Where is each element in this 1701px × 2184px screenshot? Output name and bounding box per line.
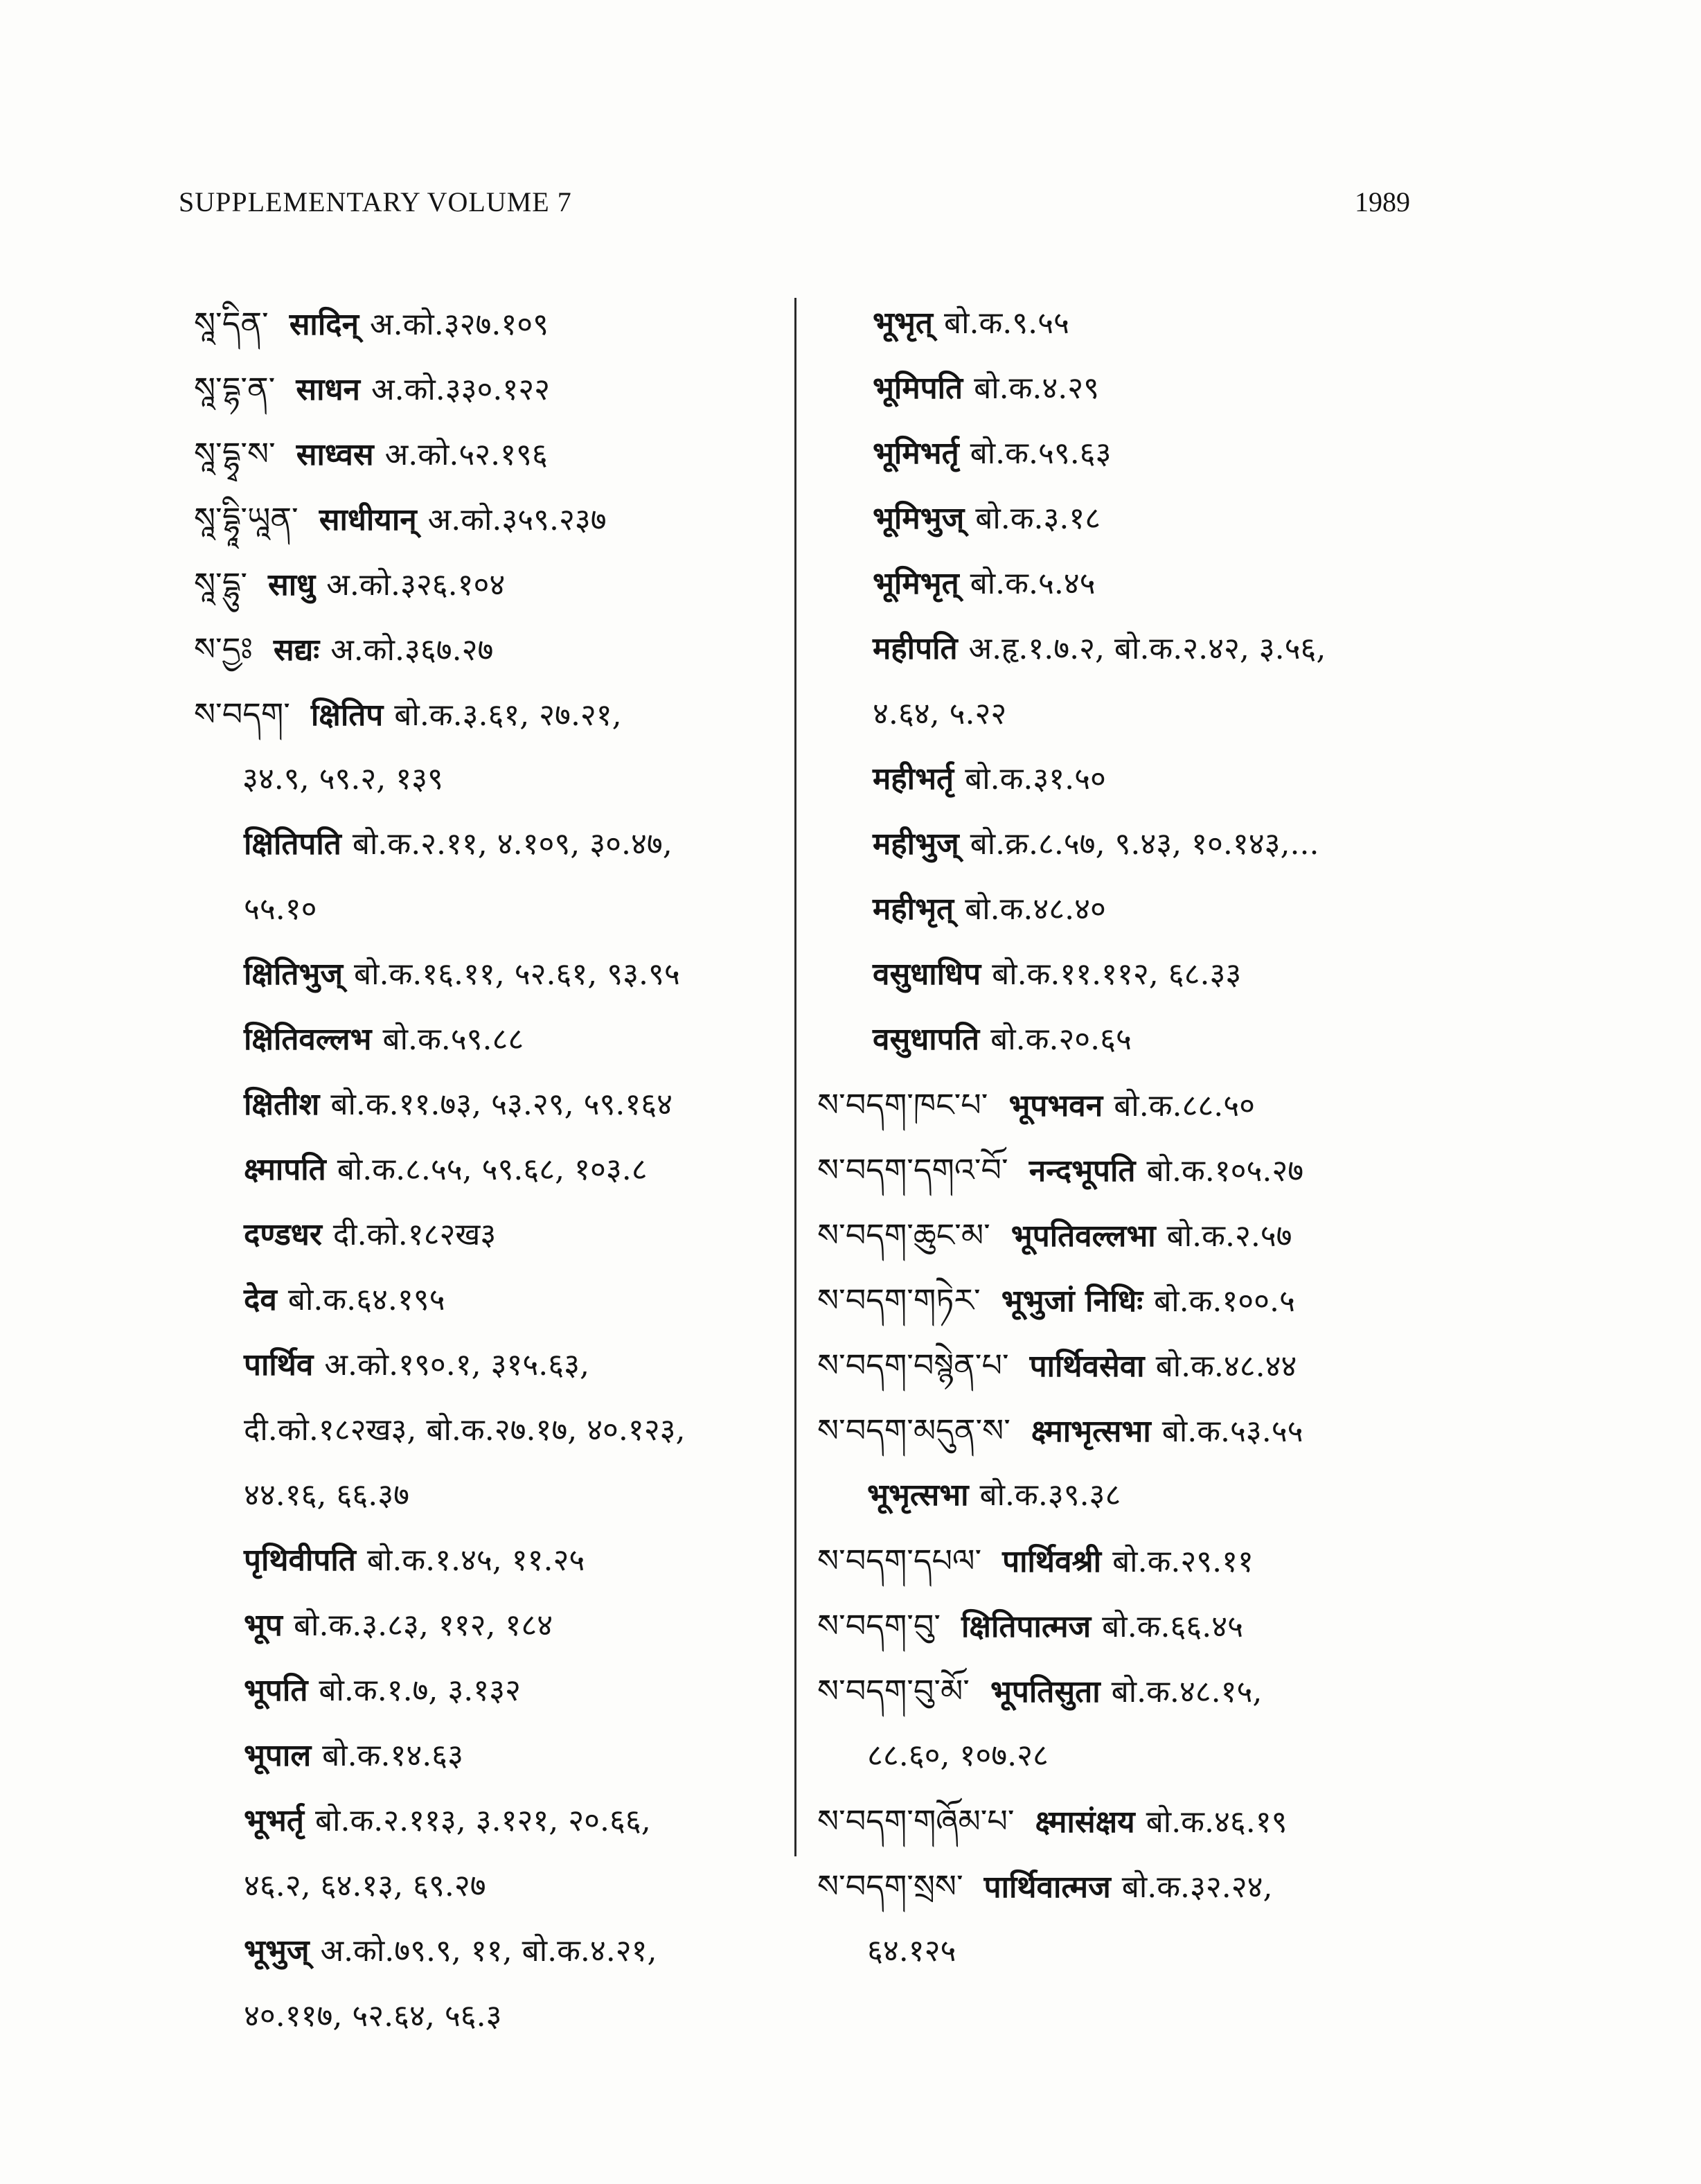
reference-citation: ४०.११७, ५२.६४, ५६.३ bbox=[244, 1998, 502, 2034]
reference-citation: बो.क.६४.१९५ bbox=[287, 1282, 445, 1317]
reference-citation: बो.क.३.६१, २७.२१, bbox=[394, 698, 622, 733]
reference-citation: अ.को.५२.१९६ bbox=[384, 437, 548, 472]
dictionary-line bbox=[817, 1919, 1551, 1984]
column-divider bbox=[794, 298, 796, 1856]
tibetan-headword: ས་བདག་བསྙེན་པ་ bbox=[817, 1347, 1009, 1384]
reference-citation: अ.को.३२७.१०९ bbox=[370, 307, 549, 342]
running-title: SUPPLEMENTARY VOLUME 7 bbox=[179, 186, 572, 217]
dictionary-line bbox=[194, 421, 783, 486]
dictionary-line bbox=[194, 551, 783, 616]
reference-citation: बो.क.२९.११ bbox=[1112, 1544, 1254, 1579]
sanskrit-term: पृथिवीपति bbox=[244, 1543, 356, 1578]
sanskrit-term: भूभृत्सभा bbox=[867, 1477, 969, 1513]
reference-citation: बो.क.४८.४० bbox=[965, 891, 1106, 927]
reference-citation: ६४.१२५ bbox=[867, 1933, 956, 1969]
sanskrit-term: क्षितिप bbox=[310, 698, 384, 733]
reference-citation: ३४.९, ५९.२, १३९ bbox=[242, 761, 443, 797]
dictionary-line bbox=[817, 1137, 1551, 1202]
dictionary-line bbox=[194, 291, 783, 356]
reference-citation: अ.को.३३०.१२२ bbox=[371, 372, 551, 407]
sanskrit-term: देव bbox=[244, 1282, 277, 1317]
dictionary-line bbox=[194, 747, 783, 812]
reference-citation: बो.क.३.१८ bbox=[975, 501, 1101, 536]
sanskrit-term: सादिन् bbox=[289, 307, 359, 342]
sanskrit-term: दण्डधर bbox=[244, 1217, 322, 1252]
dictionary-line bbox=[817, 1463, 1551, 1528]
dictionary-line bbox=[194, 877, 783, 942]
tibetan-headword: ས་བདག་ཁང་པ་ bbox=[817, 1086, 988, 1124]
dictionary-line bbox=[194, 1658, 783, 1723]
reference-citation: बो.क.४८.१५, bbox=[1111, 1674, 1263, 1710]
reference-citation: बो.क.१४.६३ bbox=[322, 1738, 463, 1773]
page-header bbox=[179, 186, 1410, 227]
dictionary-line bbox=[817, 812, 1551, 877]
dictionary-line bbox=[194, 1398, 783, 1463]
reference-citation: बो.क.३९.३८ bbox=[979, 1477, 1121, 1513]
dictionary-line bbox=[817, 1593, 1551, 1658]
reference-citation: अ.को.३६७.२७ bbox=[330, 632, 494, 668]
dictionary-line bbox=[817, 1658, 1551, 1723]
sanskrit-term: पार्थिवश्री bbox=[1002, 1544, 1102, 1579]
tibetan-headword: སཱ་དིན་ bbox=[194, 305, 269, 342]
sanskrit-term: पार्थिवात्मज bbox=[983, 1870, 1111, 1905]
dictionary-line bbox=[817, 1398, 1551, 1463]
dictionary-line bbox=[817, 1072, 1551, 1137]
sanskrit-term: नन्दभूपति bbox=[1028, 1153, 1136, 1189]
tibetan-headword: ས་བདག་ཆུང་མ་ bbox=[817, 1216, 990, 1254]
dictionary-line bbox=[194, 1202, 783, 1268]
tibetan-headword: ས་བདག་སྲས་ bbox=[817, 1867, 963, 1905]
sanskrit-term: भूपति bbox=[244, 1673, 308, 1708]
sanskrit-term: भूपतिसुता bbox=[990, 1674, 1101, 1710]
dictionary-line bbox=[194, 1854, 783, 1919]
dictionary-line bbox=[194, 682, 783, 747]
reference-citation: बो.क.११.७३, ५३.२९, ५९.१६४ bbox=[330, 1087, 673, 1122]
dictionary-line bbox=[817, 356, 1551, 421]
tibetan-headword: སཱ་དྷུ་ bbox=[194, 565, 248, 603]
dictionary-line bbox=[817, 877, 1551, 942]
dictionary-line bbox=[817, 421, 1551, 486]
sanskrit-term: पार्थिवसेवा bbox=[1029, 1349, 1145, 1384]
tibetan-headword: ས་བདག་གཞོམ་པ་ bbox=[817, 1802, 1015, 1840]
dictionary-line bbox=[817, 291, 1551, 356]
dictionary-line bbox=[817, 551, 1551, 616]
reference-citation: अ.को.३२६.१०४ bbox=[326, 567, 506, 603]
sanskrit-term: साधीयान् bbox=[319, 502, 417, 538]
left-column bbox=[194, 291, 783, 2049]
sanskrit-term: भूभृत् bbox=[873, 305, 933, 341]
sanskrit-term: भूमिभृत् bbox=[873, 566, 959, 601]
dictionary-line bbox=[194, 1463, 783, 1528]
reference-citation: बो.क.३१.५० bbox=[965, 761, 1106, 797]
reference-citation: ८८.६०, १०७.२८ bbox=[867, 1738, 1049, 1773]
dictionary-line bbox=[194, 812, 783, 877]
dictionary-line bbox=[817, 682, 1551, 747]
dictionary-line bbox=[194, 616, 783, 682]
reference-citation: बो.क.२.५७ bbox=[1166, 1218, 1292, 1254]
reference-citation: बो.क.६६.४५ bbox=[1102, 1609, 1243, 1644]
sanskrit-term: क्षितीश bbox=[244, 1087, 320, 1122]
dictionary-line bbox=[194, 356, 783, 421]
reference-citation: बो.क.१.४५, ११.२५ bbox=[366, 1543, 585, 1578]
sanskrit-term: क्षितिभुज् bbox=[244, 957, 343, 992]
sanskrit-term: क्ष्माभृत्सभा bbox=[1031, 1414, 1151, 1449]
reference-citation: ४४.१६, ६६.३७ bbox=[244, 1477, 409, 1513]
dictionary-line bbox=[194, 1984, 783, 2049]
tibetan-headword: ས་དྱཿ bbox=[194, 630, 253, 668]
reference-citation: अ.हृ.१.७.२, बो.क.२.४२, ३.५६, bbox=[968, 631, 1326, 666]
dictionary-line bbox=[194, 942, 783, 1007]
sanskrit-term: भूमिभुज् bbox=[873, 501, 965, 536]
tibetan-headword: ས་བདག་ bbox=[194, 695, 290, 733]
reference-citation: अ.को.१९०.१, ३१५.६३, bbox=[324, 1347, 590, 1383]
dictionary-line bbox=[194, 1788, 783, 1854]
dictionary-line bbox=[817, 1007, 1551, 1072]
sanskrit-term: भूमिभर्तृ bbox=[873, 436, 959, 471]
sanskrit-term: भूपतिवल्लभा bbox=[1010, 1218, 1156, 1254]
sanskrit-term: सद्यः bbox=[273, 632, 320, 668]
dictionary-line bbox=[817, 1528, 1551, 1593]
dictionary-line bbox=[194, 486, 783, 551]
dictionary-line bbox=[194, 1007, 783, 1072]
page-number: 1989 bbox=[1355, 186, 1410, 217]
sanskrit-term: क्षितिपात्मज bbox=[961, 1609, 1092, 1644]
dictionary-line bbox=[194, 1268, 783, 1333]
sanskrit-term: महीभुज् bbox=[873, 826, 959, 862]
dictionary-line bbox=[817, 747, 1551, 812]
dictionary-line bbox=[817, 1723, 1551, 1788]
reference-citation: बो.क.५.४५ bbox=[970, 566, 1096, 601]
reference-citation: बो.क.१००.५ bbox=[1154, 1284, 1295, 1319]
reference-citation: दी.को.१८२ख३ bbox=[332, 1217, 497, 1252]
tibetan-headword: ས་བདག་དཔལ་ bbox=[817, 1542, 982, 1579]
tibetan-headword: ས་བདག་དགའ་བོ་ bbox=[817, 1151, 1008, 1189]
reference-citation: बो.क.२०.६५ bbox=[990, 1022, 1132, 1057]
sanskrit-term: क्ष्मापति bbox=[244, 1152, 326, 1187]
reference-citation: बो.क.४.२९ bbox=[974, 371, 1100, 406]
sanskrit-term: क्ष्मासंक्षय bbox=[1035, 1804, 1135, 1840]
sanskrit-term: साधन bbox=[296, 372, 360, 407]
reference-citation: बो.क.११.११२, ६८.३३ bbox=[992, 957, 1242, 992]
tibetan-headword: ས་བདག་གཏེར་ bbox=[817, 1281, 981, 1319]
dictionary-line bbox=[817, 616, 1551, 682]
dictionary-line bbox=[817, 1854, 1551, 1919]
reference-citation: बो.क.५९.६३ bbox=[970, 436, 1112, 471]
reference-citation: बो.क.५९.८८ bbox=[382, 1022, 524, 1057]
tibetan-headword: སཱ་དྷཱི་ཡཱན་ bbox=[194, 500, 299, 538]
sanskrit-term: भूप bbox=[244, 1608, 283, 1643]
sanskrit-term: भूपाल bbox=[244, 1738, 312, 1773]
dictionary-line bbox=[817, 942, 1551, 1007]
sanskrit-term: भूभर्तृ bbox=[244, 1803, 304, 1838]
sanskrit-term: वसुधाधिप bbox=[873, 957, 981, 992]
sanskrit-term: क्षितिवल्लभ bbox=[244, 1022, 372, 1057]
reference-citation: बो.क.२.११, ४.१०९, ३०.४७, bbox=[352, 826, 673, 862]
sanskrit-term: साध्वस bbox=[296, 437, 374, 472]
reference-citation: बो.क.८.५५, ५९.६८, १०३.८ bbox=[337, 1152, 648, 1187]
sanskrit-term: महीभृत् bbox=[873, 891, 954, 927]
reference-citation: बो.क.८८.५० bbox=[1114, 1088, 1255, 1124]
sanskrit-term: भूपभवन bbox=[1008, 1088, 1103, 1124]
dictionary-line bbox=[817, 1333, 1551, 1398]
reference-citation: ५५.१० bbox=[244, 891, 317, 927]
dictionary-line bbox=[817, 1202, 1551, 1268]
sanskrit-term: क्षितिपति bbox=[244, 826, 341, 862]
sanskrit-term: वसुधापति bbox=[873, 1022, 980, 1057]
reference-citation: बो.क.९.५५ bbox=[943, 305, 1069, 341]
reference-citation: बो.क.४८.४४ bbox=[1155, 1349, 1297, 1384]
reference-citation: बो.क.३२.२४, bbox=[1121, 1870, 1273, 1905]
sanskrit-term: भूमिपति bbox=[873, 371, 963, 406]
reference-citation: ४६.२, ६४.१३, ६९.२७ bbox=[244, 1868, 486, 1903]
reference-citation: बो.क.१.७, ३.१३२ bbox=[319, 1673, 521, 1708]
reference-citation: अ.को.७९.९, ११, बो.क.४.२१, bbox=[320, 1933, 657, 1969]
reference-citation: ४.६४, ५.२२ bbox=[873, 696, 1007, 731]
dictionary-line bbox=[817, 1268, 1551, 1333]
dictionary-line bbox=[194, 1593, 783, 1658]
reference-citation: दी.को.१८२ख३, बो.क.२७.१७, ४०.१२३, bbox=[244, 1412, 686, 1448]
sanskrit-term: महीपति bbox=[873, 631, 958, 666]
tibetan-headword: སཱ་དྷྭ་ས་ bbox=[194, 435, 276, 472]
tibetan-headword: ས་བདག་མདུན་ས་ bbox=[817, 1412, 1010, 1449]
reference-citation: बो.क.५३.५५ bbox=[1161, 1414, 1303, 1449]
reference-citation: बो.क.४६.१९ bbox=[1146, 1804, 1288, 1840]
dictionary-line bbox=[194, 1137, 783, 1202]
reference-citation: बो.क.३.८३, ११२, १८४ bbox=[293, 1608, 553, 1643]
sanskrit-term: भूभुजां निधिः bbox=[1001, 1284, 1143, 1319]
dictionary-line bbox=[194, 1528, 783, 1593]
dictionary-line bbox=[194, 1333, 783, 1398]
dictionary-line bbox=[194, 1919, 783, 1984]
dictionary-line bbox=[817, 1788, 1551, 1854]
right-column bbox=[817, 291, 1551, 1984]
dictionary-line bbox=[194, 1072, 783, 1137]
dictionary-line bbox=[194, 1723, 783, 1788]
tibetan-headword: ས་བདག་བུ་མོ་ bbox=[817, 1672, 970, 1710]
tibetan-headword: ས་བདག་བུ་ bbox=[817, 1607, 941, 1644]
sanskrit-term: पार्थिव bbox=[244, 1347, 314, 1383]
reference-citation: बो.क.१०५.२७ bbox=[1146, 1153, 1304, 1189]
sanskrit-term: महीभर्तृ bbox=[873, 761, 954, 797]
reference-citation: बो.क्र.८.५७, ९.४३, १०.१४३,... bbox=[970, 826, 1319, 862]
reference-citation: बो.क.१६.११, ५२.६१, ९३.९५ bbox=[354, 957, 680, 992]
reference-citation: बो.क.२.११३, ३.१२१, २०.६६, bbox=[314, 1803, 651, 1838]
sanskrit-term: साधु bbox=[268, 567, 316, 603]
dictionary-line bbox=[817, 486, 1551, 551]
tibetan-headword: སཱ་དྷ་ན་ bbox=[194, 370, 276, 407]
sanskrit-term: भूभुज् bbox=[244, 1933, 310, 1969]
reference-citation: अ.को.३५९.२३७ bbox=[427, 502, 607, 538]
